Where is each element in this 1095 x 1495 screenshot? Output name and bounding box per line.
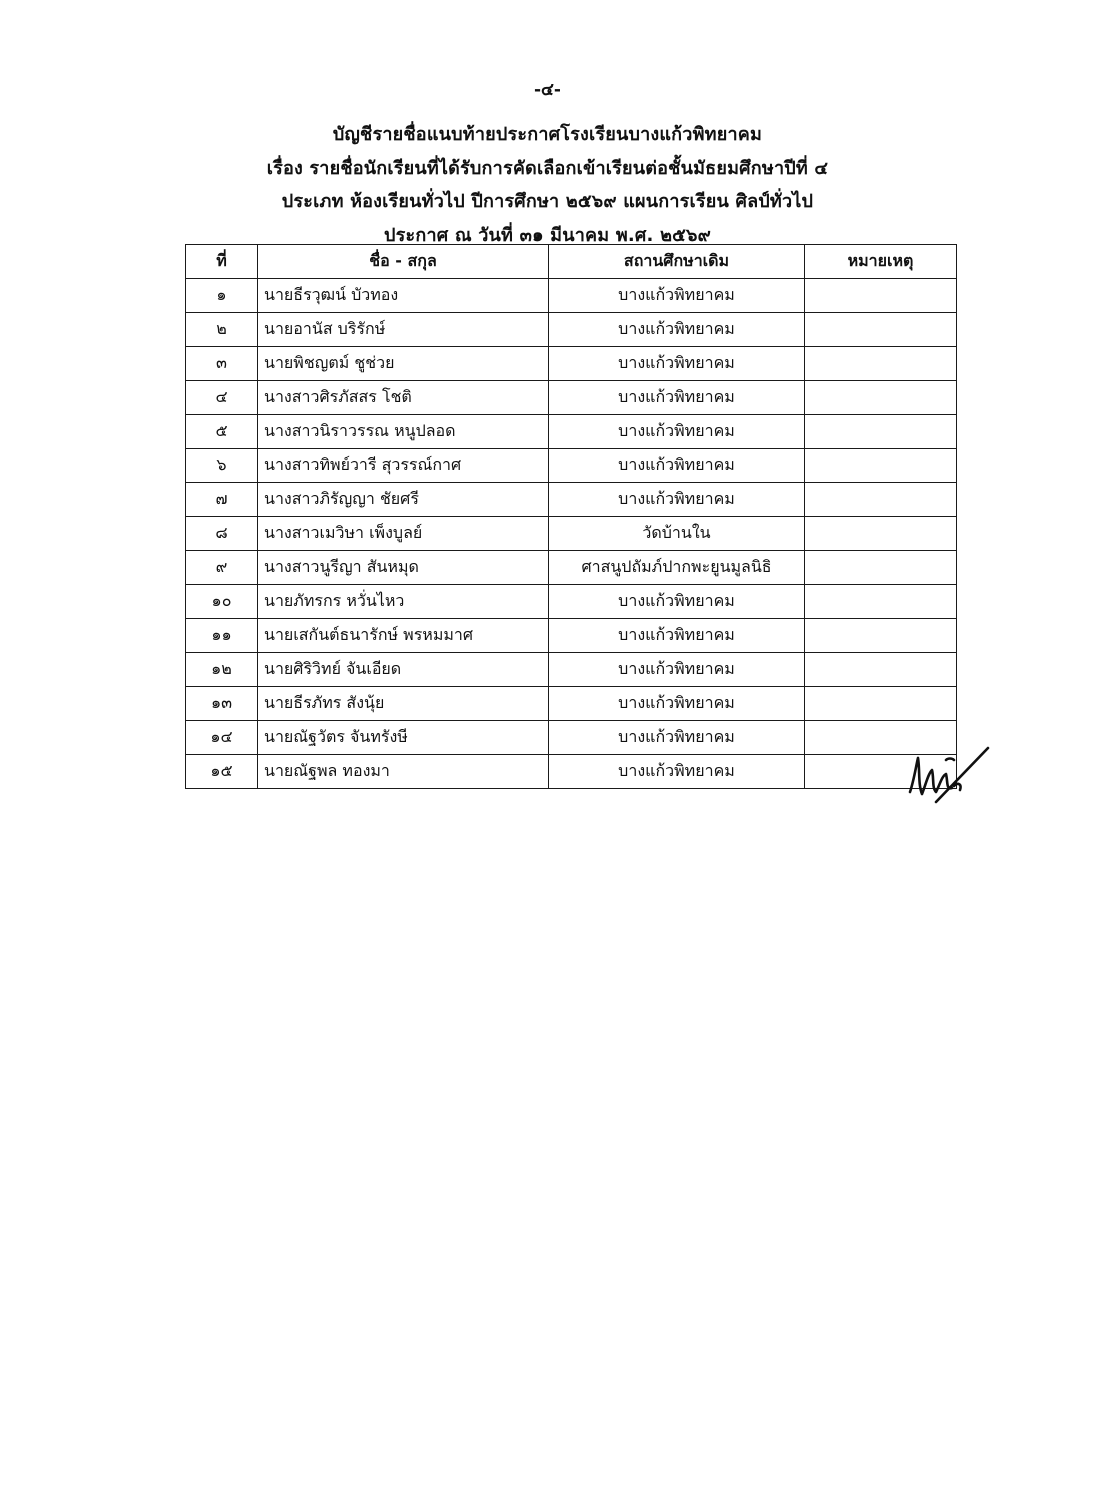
handwritten-signature bbox=[906, 740, 990, 804]
table-row bbox=[186, 517, 957, 551]
student-name: นางสาวศิรภัสสร โชติ bbox=[258, 381, 549, 415]
previous-school: บางแก้วพิทยาคม bbox=[549, 585, 805, 619]
announcement-subject: เรื่อง รายชื่อนักเรียนที่ได้รับการคัดเลือกเข้าเรียนต่อชั้นมัธยมศึกษาปีที่ ๔ bbox=[266, 158, 829, 179]
column-header-number: ที่ bbox=[186, 245, 258, 279]
previous-school: บางแก้วพิทยาคม bbox=[549, 687, 805, 721]
table-row bbox=[186, 687, 957, 721]
table-row bbox=[186, 381, 957, 415]
student-name: นายณัฐพล ทองมา bbox=[258, 755, 549, 789]
announcement-title: บัญชีรายชื่อแนบท้ายประกาศโรงเรียนบางแก้วพิทยาคม bbox=[332, 124, 763, 145]
announcement-date: ประกาศ ณ วันที่ ๓๑ มีนาคม พ.ศ. ๒๕๖๙ bbox=[384, 225, 711, 246]
student-name: นายธีรภัทร สังนุ้ย bbox=[258, 687, 549, 721]
row-number: ๘ bbox=[186, 517, 258, 551]
student-name: นางสาวนูรีญา สันหมุด bbox=[258, 551, 549, 585]
previous-school: บางแก้วพิทยาคม bbox=[549, 381, 805, 415]
student-name: นางสาวนิราวรรณ หนูปลอด bbox=[258, 415, 549, 449]
row-number: ๑๐ bbox=[186, 585, 258, 619]
table-row bbox=[186, 653, 957, 687]
student-name: นางสาวเมวิษา เพ็งบูลย์ bbox=[258, 517, 549, 551]
remark bbox=[805, 585, 957, 619]
student-name: นายพิชญตม์ ชูช่วย bbox=[258, 347, 549, 381]
table-row bbox=[186, 313, 957, 347]
page-number: -๔- bbox=[534, 80, 561, 100]
row-number: ๑๒ bbox=[186, 653, 258, 687]
remark bbox=[805, 449, 957, 483]
table-header-row bbox=[186, 245, 957, 279]
table-row bbox=[186, 483, 957, 517]
table-row bbox=[186, 279, 957, 313]
remark bbox=[805, 415, 957, 449]
previous-school: ศาสนูปถัมภ์ปากพะยูนมูลนิธิ bbox=[549, 551, 805, 585]
previous-school: บางแก้วพิทยาคม bbox=[549, 449, 805, 483]
column-header-note: หมายเหตุ bbox=[805, 245, 957, 279]
row-number: ๑๓ bbox=[186, 687, 258, 721]
previous-school: บางแก้วพิทยาคม bbox=[549, 313, 805, 347]
row-number: ๔ bbox=[186, 381, 258, 415]
column-header-school: สถานศึกษาเดิม bbox=[549, 245, 805, 279]
row-number: ๗ bbox=[186, 483, 258, 517]
remark bbox=[805, 551, 957, 585]
student-name: นายณัฐวัตร จันทรังษี bbox=[258, 721, 549, 755]
remark bbox=[805, 279, 957, 313]
row-number: ๑๔ bbox=[186, 721, 258, 755]
remark bbox=[805, 483, 957, 517]
row-number: ๙ bbox=[186, 551, 258, 585]
previous-school: บางแก้วพิทยาคม bbox=[549, 415, 805, 449]
remark bbox=[805, 517, 957, 551]
previous-school: บางแก้วพิทยาคม bbox=[549, 347, 805, 381]
row-number: ๑๑ bbox=[186, 619, 258, 653]
table-row bbox=[186, 415, 957, 449]
table-row bbox=[186, 551, 957, 585]
table-row bbox=[186, 347, 957, 381]
remark bbox=[805, 687, 957, 721]
student-name: นายศิริวิทย์ จันเอียด bbox=[258, 653, 549, 687]
remark bbox=[805, 653, 957, 687]
previous-school: บางแก้วพิทยาคม bbox=[549, 755, 805, 789]
row-number: ๓ bbox=[186, 347, 258, 381]
student-name: นางสาวทิพย์วารี สุวรรณ์กาศ bbox=[258, 449, 549, 483]
column-header-name: ชื่อ - สกุล bbox=[258, 245, 549, 279]
student-roster-table bbox=[185, 244, 957, 789]
table-row bbox=[186, 449, 957, 483]
previous-school: บางแก้วพิทยาคม bbox=[549, 619, 805, 653]
student-name: นายภัทรกร หวั่นไหว bbox=[258, 585, 549, 619]
remark bbox=[805, 313, 957, 347]
remark bbox=[805, 381, 957, 415]
table-row bbox=[186, 619, 957, 653]
table-row bbox=[186, 585, 957, 619]
previous-school: บางแก้วพิทยาคม bbox=[549, 721, 805, 755]
row-number: ๕ bbox=[186, 415, 258, 449]
table-body bbox=[186, 279, 957, 789]
previous-school: บางแก้วพิทยาคม bbox=[549, 279, 805, 313]
row-number: ๑๕ bbox=[186, 755, 258, 789]
row-number: ๑ bbox=[186, 279, 258, 313]
remark bbox=[805, 619, 957, 653]
row-number: ๖ bbox=[186, 449, 258, 483]
announcement-category: ประเภท ห้องเรียนทั่วไป ปีการศึกษา ๒๕๖๙ แผนการเรียน ศิลป์ทั่วไป bbox=[281, 191, 814, 212]
student-name: นายธีรวุฒน์ บัวทอง bbox=[258, 279, 549, 313]
student-name: นางสาวภิรัญญา ชัยศรี bbox=[258, 483, 549, 517]
student-name: นายเสกันต์ธนารักษ์ พรหมมาศ bbox=[258, 619, 549, 653]
student-name: นายอานัส บริรักษ์ bbox=[258, 313, 549, 347]
previous-school: บางแก้วพิทยาคม bbox=[549, 653, 805, 687]
previous-school: วัดบ้านใน bbox=[549, 517, 805, 551]
row-number: ๒ bbox=[186, 313, 258, 347]
previous-school: บางแก้วพิทยาคม bbox=[549, 483, 805, 517]
table-row bbox=[186, 721, 957, 755]
table-row bbox=[186, 755, 957, 789]
remark bbox=[805, 347, 957, 381]
